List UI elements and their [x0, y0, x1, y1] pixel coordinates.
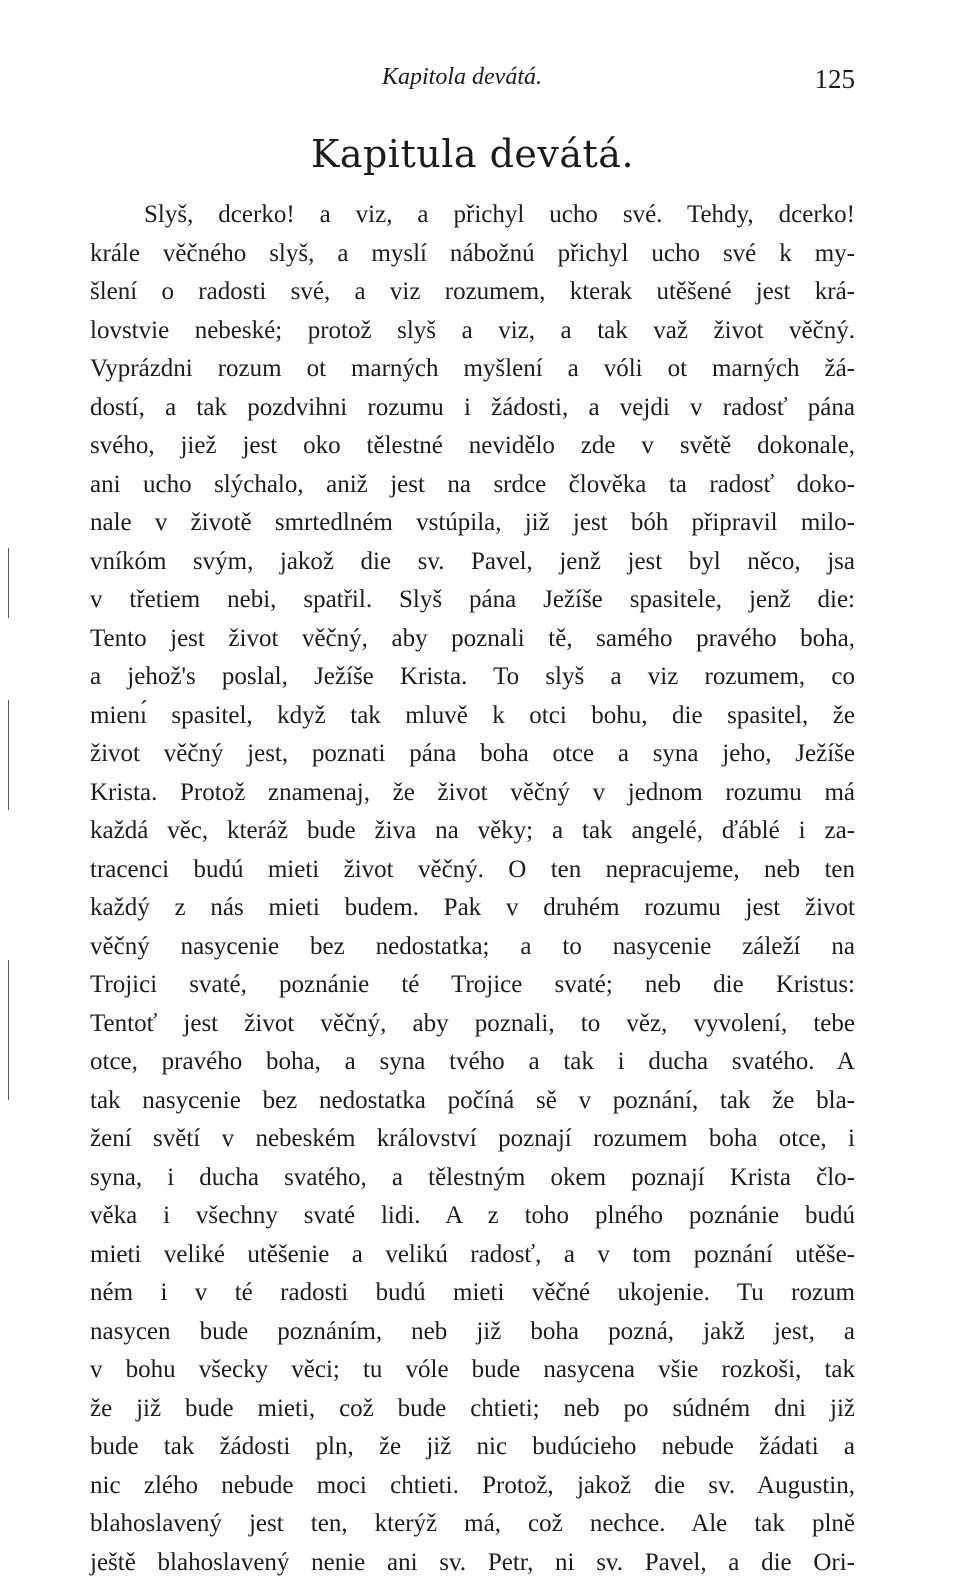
text-line: mieti veliké utěšenie a velikú radosť, a v tom poznání utěše-	[90, 1236, 855, 1275]
chapter-title: Kapitula devátá.	[90, 132, 855, 176]
text-line: šlení o radosti své, a viz rozumem, kterak utěšené jest krá-	[90, 273, 855, 312]
text-line: vníkóm svým, jakož die sv. Pavel, jenž jest byl něco, jsa	[90, 543, 855, 582]
text-line: nasycen bude poznáním, neb již boha pozná, jakž jest, a	[90, 1313, 855, 1352]
text-line: otce, pravého boha, a syna tvého a tak i ducha svatého. A	[90, 1043, 855, 1082]
text-line: ještě blahoslavený nenie ani sv. Petr, ni sv. Pavel, a die Ori-	[90, 1544, 855, 1582]
text-line: každý z nás mieti budem. Pak v druhém rozumu jest život	[90, 889, 855, 928]
margin-scan-line	[8, 700, 9, 810]
text-line: krále věčného slyš, a myslí nábožnú přichyl ucho své k my-	[90, 235, 855, 274]
text-line: a jehož's poslal, Ježíše Krista. To slyš a viz rozumem, co	[90, 658, 855, 697]
body-text	[90, 196, 855, 1582]
text-line: v bohu všecky věci; tu vóle bude nasycena všie rozkoši, tak	[90, 1351, 855, 1390]
text-line: lovstvie nebeské; protož slyš a viz, a tak važ život věčný.	[90, 312, 855, 351]
text-line: ném i v té radosti budú mieti věčné ukojenie. Tu rozum	[90, 1274, 855, 1313]
margin-scan-line	[8, 548, 9, 618]
text-line: každá věc, kteráž bude živa na věky; a tak angelé, ďáblé i za-	[90, 812, 855, 851]
text-line: Krista. Protož znamenaj, že život věčný v jednom rozumu má	[90, 774, 855, 813]
text-line: život věčný jest, poznati pána boha otce a syna jeho, Ježíše	[90, 735, 855, 774]
text-line: že již bude mieti, což bude chtieti; neb po súdném dni již	[90, 1390, 855, 1429]
text-line: nic zlého nebude moci chtieti. Protož, jakož die sv. Augustin,	[90, 1467, 855, 1506]
text-line: žení světí v nebeském království poznají rozumem boha otce, i	[90, 1120, 855, 1159]
text-line: blahoslavený jest ten, kterýž má, což nechce. Ale tak plně	[90, 1505, 855, 1544]
text-line: mienı́ spasitel, když tak mluvě k otci bohu, die spasitel, že	[90, 697, 855, 736]
text-line: nale v životě smrtedlném vstúpila, již jest bóh připravil milo-	[90, 504, 855, 543]
text-line: syna, i ducha svatého, a tělestným okem poznají Krista člo-	[90, 1159, 855, 1198]
text-line: svého, jiež jest oko tělestné nevidělo zde v světě dokonale,	[90, 427, 855, 466]
text-line: dostí, a tak pozdvihni rozumu i žádosti, a vejdi v radosť pána	[90, 389, 855, 428]
text-line: Trojici svaté, poznánie té Trojice svaté; neb die Kristus:	[90, 966, 855, 1005]
page-number: 125	[815, 64, 856, 95]
text-line: bude tak žádosti pln, že již nic budúcieho nebude žádati a	[90, 1428, 855, 1467]
text-line: věka i všechny svaté lidi. A z toho plného poznánie budú	[90, 1197, 855, 1236]
text-line: v třetiem nebi, spatřil. Slyš pána Ježíše spasitele, jenž die:	[90, 581, 855, 620]
text-line: Vyprázdni rozum ot marných myšlení a vóli ot marných žá-	[90, 350, 855, 389]
text-line: Slyš, dcerko! a viz, a přichyl ucho své. Tehdy, dcerko!	[90, 196, 855, 235]
text-line: tracenci budú mieti život věčný. O ten nepracujeme, neb ten	[90, 851, 855, 890]
running-head	[90, 64, 855, 104]
running-title: Kapitola devátá.	[382, 64, 542, 91]
text-line: tak nasycenie bez nedostatka počíná sě v poznání, tak že bla-	[90, 1082, 855, 1121]
text-line: věčný nasycenie bez nedostatka; a to nasycenie záleží na	[90, 928, 855, 967]
text-line: ani ucho slýchalo, aniž jest na srdce člověka ta radosť doko-	[90, 466, 855, 505]
text-line: Tento jest život věčný, aby poznali tě, samého pravého boha,	[90, 620, 855, 659]
margin-scan-line	[8, 960, 9, 1100]
text-line: Tentoť jest život věčný, aby poznali, to věz, vyvolení, tebe	[90, 1005, 855, 1044]
